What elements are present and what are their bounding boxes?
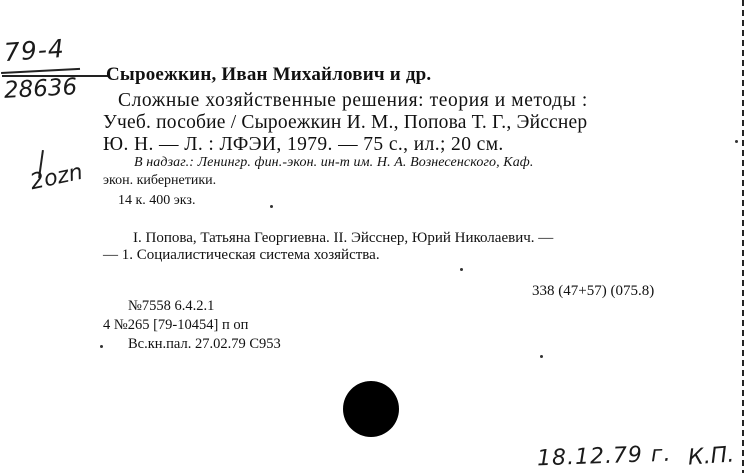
speck (100, 345, 103, 348)
catalog-line-1: №7558 6.4.2.1 (128, 298, 215, 314)
title-line-3: Ю. Н. — Л. : ЛФЭИ, 1979. — 75 с., ил.; 20 см. (103, 134, 504, 155)
catalog-line-2: 4 №265 [79-10454] п оп (103, 317, 249, 333)
handwritten-shelf-mark: 79-4 (3, 33, 66, 68)
handwritten-initials: К.П. (687, 442, 735, 471)
catalog-line-3: Вс.кн.пал. 27.02.79 С953 (128, 336, 281, 352)
tracing-line-1: I. Попова, Татьяна Георгиевна. II. Эйсснер, Юрий Николаевич. — (133, 230, 554, 246)
card-edge (742, 0, 744, 473)
author-heading: Сыроежкин, Иван Михайлович и др. (106, 64, 432, 85)
handwritten-date: 18.12.79 г. (537, 441, 673, 472)
speck (270, 205, 273, 208)
speck (540, 355, 543, 358)
tracing-line-2: — 1. Социалистическая система хозяйства. (103, 247, 380, 263)
speck (460, 268, 463, 271)
note-line-2: экон. кибернетики. (103, 173, 217, 188)
note-line-1: В надзаг.: Ленингр. фин.-экон. ин-т им. Н. А. Вознесенского, Каф. (134, 155, 534, 170)
handwritten-inventory-number: 28636 (3, 74, 78, 104)
speck (735, 140, 738, 143)
handwritten-side-mark: 2ozn (27, 159, 85, 196)
title-line-1: Сложные хозяйственные решения: теория и методы : (118, 90, 588, 111)
classification-code: 338 (47+57) (075.8) (532, 283, 655, 299)
print-run: 14 к. 400 экз. (118, 193, 196, 208)
punch-hole (343, 381, 399, 437)
title-line-2: Учеб. пособие / Сыроежкин И. М., Попова Т. Г., Эйсснер (103, 112, 588, 133)
